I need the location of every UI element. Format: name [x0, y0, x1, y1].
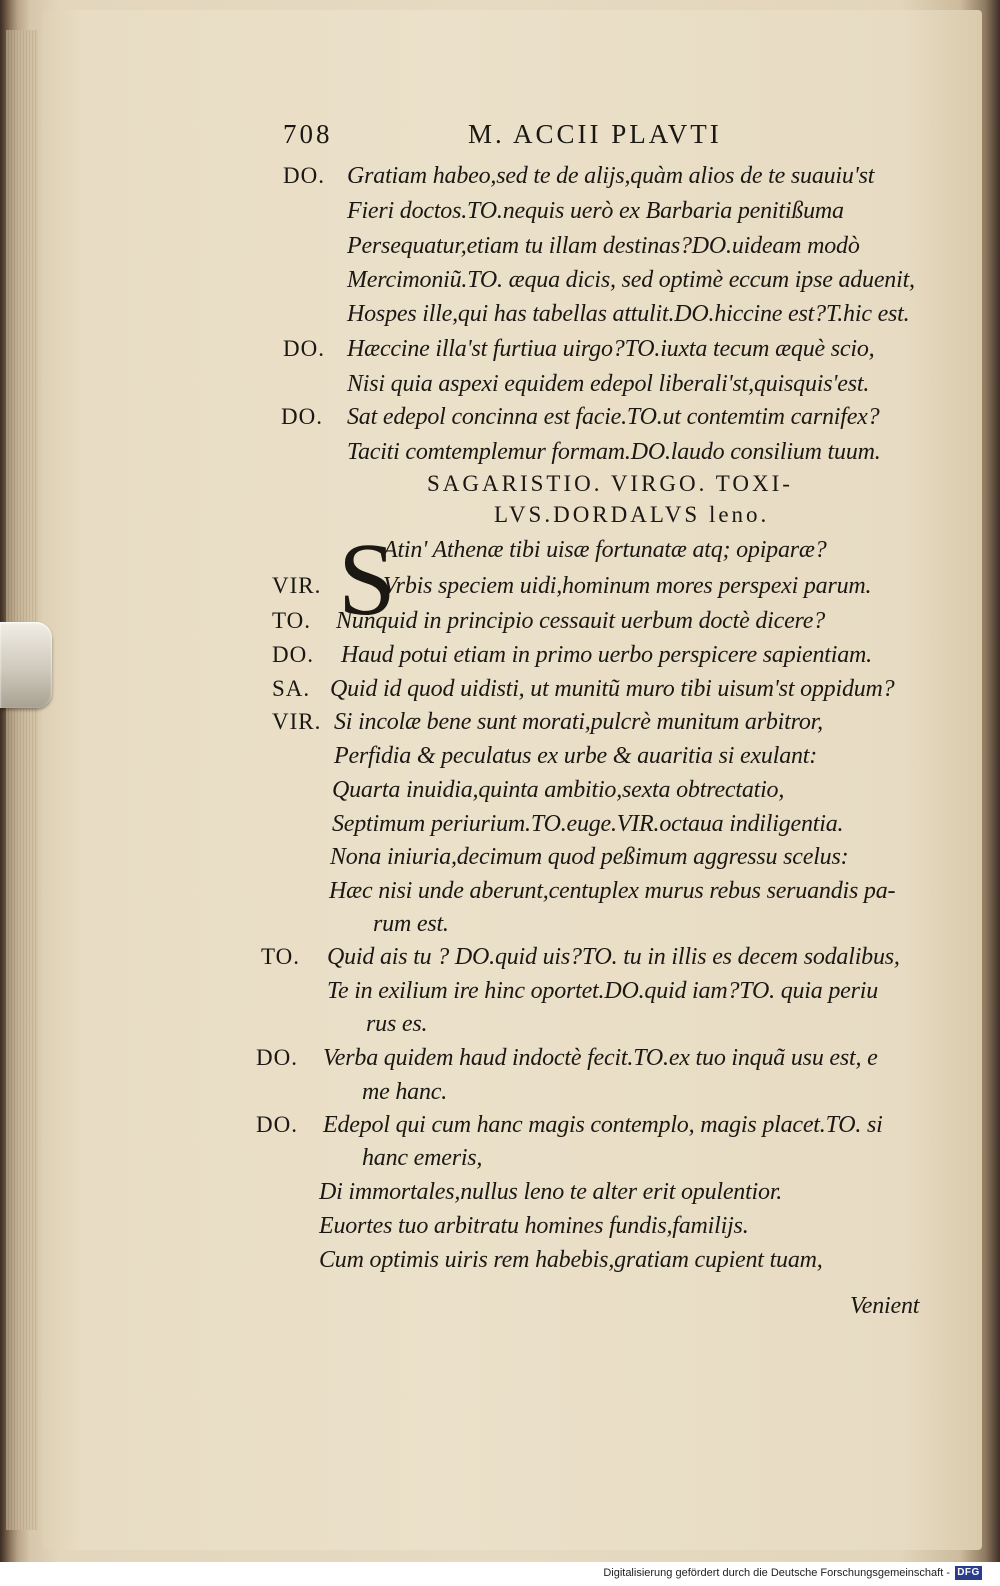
- text-line: Si incolæ bene sunt morati,pulcrè munitum arbitror,: [334, 709, 823, 735]
- text-line: me hanc.: [362, 1079, 448, 1105]
- funding-credit: Digitalisierung gefördert durch die Deutsche Forschungsgemeinschaft -: [603, 1567, 950, 1579]
- text-line: Taciti comtemplemur formam.DO.laudo consilium tuum.: [347, 439, 881, 465]
- drop-cap: S: [338, 522, 396, 637]
- text-line: Hospes ille,qui has tabellas attulit.DO.hiccine est?T.hic est.: [347, 301, 910, 327]
- speaker-label: DO.: [283, 163, 325, 188]
- scene-title: SAGARISTIO. VIRGO. TOXI-: [427, 471, 793, 496]
- speaker-label: DO.: [256, 1045, 298, 1070]
- speaker-label: DO.: [256, 1112, 298, 1137]
- text-line: Hæc nisi unde aberunt,centuplex murus rebus seruandis pa-: [329, 878, 896, 904]
- text-line: Nona iniuria,decimum quod peßimum aggressu scelus:: [330, 844, 849, 870]
- text-line: rus es.: [366, 1011, 428, 1037]
- text-line: hanc emeris,: [362, 1145, 483, 1171]
- text-line: Fieri doctos.TO.nequis uerò ex Barbaria penitißuma: [347, 198, 844, 224]
- text-line: Te in exilium ire hinc oportet.DO.quid iam?TO. quia periu: [327, 978, 879, 1004]
- text-line: Quid ais tu ? DO.quid uis?TO. tu in illis es decem sodalibus,: [327, 944, 900, 970]
- text-line: Gratiam habeo,sed te de alijs,quàm alios de te suauiu'st: [347, 163, 875, 189]
- text-line: Septimum periurium.TO.euge.VIR.octaua indiligentia.: [332, 811, 844, 837]
- speaker-label: DO.: [281, 404, 323, 429]
- text-line: Verba quidem haud indoctè fecit.TO.ex tuo inquã usu est, e: [323, 1045, 878, 1071]
- running-title: M. ACCII PLAVTI: [468, 119, 722, 149]
- dfg-logo: DFG: [955, 1566, 982, 1580]
- text-line: Di immortales,nullus leno te alter erit opulentior.: [319, 1179, 783, 1205]
- catchword: Venient: [850, 1293, 920, 1319]
- text-line: Perfidia & peculatus ex urbe & auaritia si exulant:: [334, 743, 818, 769]
- speaker-label: DO.: [283, 336, 325, 361]
- text-line: Cum optimis uiris rem habebis,gratiam cupient tuam,: [319, 1247, 823, 1273]
- text-line: Vrbis speciem uidi,hominum mores perspexi parum.: [383, 573, 872, 599]
- text-line: Haud potui etiam in primo uerbo perspicere sapientiam.: [341, 642, 872, 668]
- speaker-label: TO.: [261, 944, 300, 969]
- page-edges: [6, 30, 38, 1530]
- text-line: Nisi quia aspexi equidem edepol liberali'st,quisquis'est.: [347, 371, 870, 397]
- footer-bar: [0, 1562, 1000, 1586]
- text-line: Nunquid in principio cessauit uerbum doctè dicere?: [336, 608, 826, 634]
- text-line: Edepol qui cum hanc magis contemplo, magis placet.TO. si: [323, 1112, 883, 1138]
- text-line: Atin' Athenæ tibi uisæ fortunatæ atq; opiparæ?: [383, 537, 827, 563]
- text-line: Sat edepol concinna est facie.TO.ut contemtim carnifex?: [347, 404, 880, 430]
- speaker-label: DO.: [272, 642, 314, 667]
- speaker-label: VIR.: [272, 573, 322, 598]
- speaker-label: TO.: [272, 608, 311, 633]
- text-line: Quid id quod uidisti, ut munitũ muro tibi uisum'st oppidum?: [330, 676, 895, 702]
- text-line: Euortes tuo arbitratu homines fundis,familijs.: [319, 1213, 749, 1239]
- speaker-label: VIR.: [272, 709, 322, 734]
- text-line: rum est.: [373, 911, 449, 937]
- text-line: Hæccine illa'st furtiua uirgo?TO.iuxta tecum æquè scio,: [347, 336, 875, 362]
- text-line: Persequatur,etiam tu illam destinas?DO.uideam modò: [347, 233, 860, 259]
- text-line: Mercimoniũ.TO. æqua dicis, sed optimè eccum ipse aduenit,: [347, 267, 915, 293]
- speaker-label: SA.: [272, 676, 311, 701]
- book-clip: [0, 622, 52, 708]
- page-number: 708: [283, 119, 333, 149]
- scene-title: LVS.DORDALVS leno.: [494, 502, 770, 527]
- text-line: Quarta inuidia,quinta ambitio,sexta obtrectatio,: [332, 777, 785, 803]
